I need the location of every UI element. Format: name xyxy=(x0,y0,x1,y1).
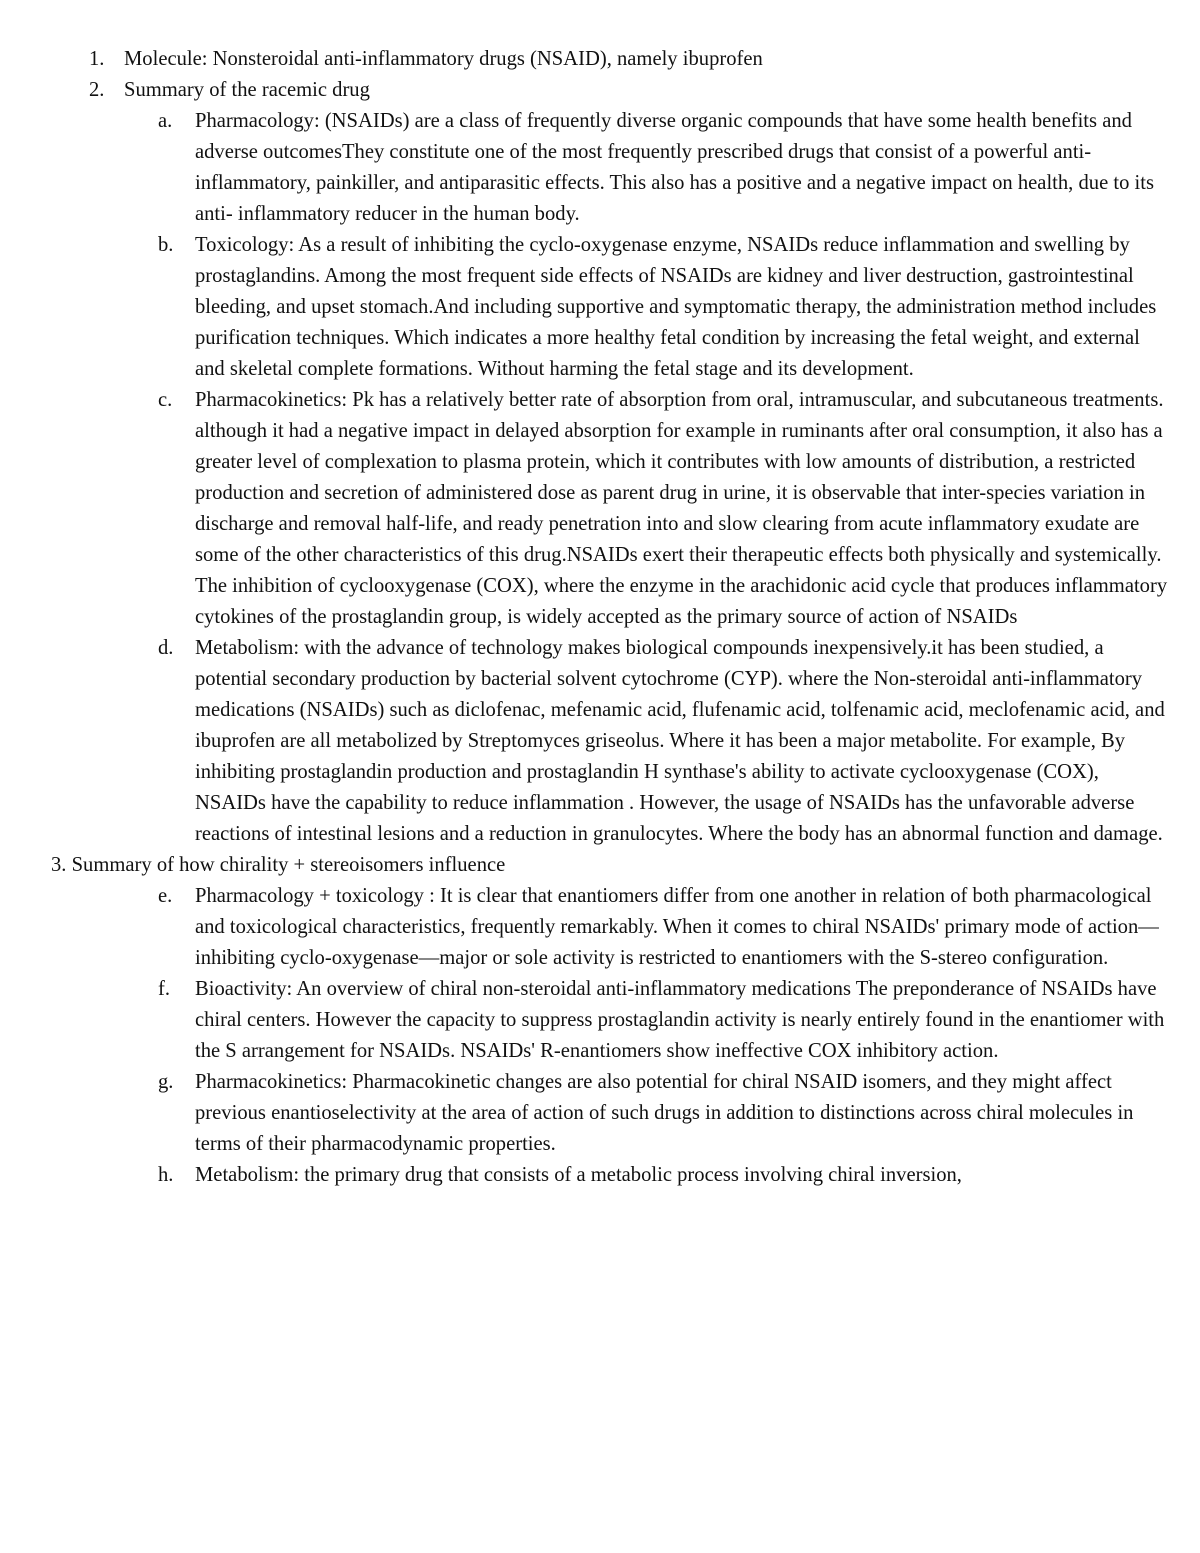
list-item-1 xyxy=(0,44,1200,75)
sub-text: Pharmacology: (NSAIDs) are a class of frequently diverse organic compounds that have some health benefits and adverse outcomesThey constitute one of the most frequently prescribed drugs that consist of a powerful anti-inflammatory, painkiller, and antiparasitic effects. This also has a positive and a negative impact on health, due to its anti- inflammatory reducer in the human body. xyxy=(195,110,1154,225)
sub-letter: f. xyxy=(158,978,171,1000)
sub-letter: d. xyxy=(158,637,174,659)
list-number: 2. xyxy=(89,79,105,101)
sub-letter: b. xyxy=(158,234,174,256)
list-text: Molecule: Nonsteroidal anti-inflammatory drugs (NSAID), namely ibuprofen xyxy=(124,48,763,70)
sub-letter: a. xyxy=(158,110,173,132)
sub-item-b xyxy=(0,230,1200,385)
document-page xyxy=(0,44,1200,1191)
sub-letter: c. xyxy=(158,389,173,411)
list-item-2 xyxy=(0,75,1200,106)
list-number: 1. xyxy=(89,48,105,70)
sub-item-d xyxy=(0,633,1200,850)
sub-text: Bioactivity: An overview of chiral non-steroidal anti-inflammatory medications The preponderance of NSAIDs have chiral centers. However the capacity to suppress prostaglandin activity is nearly entirely found in the enantiomer with the S arrangement for NSAIDs. NSAIDs' R-enantiomers show ineffective COX inhibitory action. xyxy=(195,978,1165,1062)
list-text: Summary of the racemic drug xyxy=(124,79,370,101)
sub-item-c xyxy=(0,385,1200,633)
sub-item-f xyxy=(0,974,1200,1067)
sub-text: Pharmacology + toxicology : It is clear that enantiomers differ from one another in relation of both pharmacological and toxicological characteristics, frequently remarkably. When it comes to chiral NSAIDs' primary mode of action—inhibiting cyclo-oxygenase—major or sole activity is restricted to enantiomers with the S-stereo configuration. xyxy=(195,885,1159,969)
sub-text: Pharmacokinetics: Pharmacokinetic changes are also potential for chiral NSAID isomers, and they might affect previous enantioselectivity at the area of action of such drugs in addition to distinctions across chiral molecules in terms of their pharmacodynamic properties. xyxy=(195,1071,1134,1155)
sub-text: Metabolism: with the advance of technology makes biological compounds inexpensively.it has been studied, a potential secondary production by bacterial solvent cytochrome (CYP). where the Non-steroidal anti-inflammatory medications (NSAIDs) such as diclofenac, mefenamic acid, flufenamic acid, tolfenamic acid, meclofenamic acid, and ibuprofen are all metabolized by Streptomyces griseolus. Where it has been a major metabolite. For example, By inhibiting prostaglandin production and prostaglandin H synthase's ability to activate cyclooxygenase (COX), NSAIDs have the capability to reduce inflammation . However, the usage of NSAIDs has the unfavorable adverse reactions of intestinal lesions and a reduction in granulocytes. Where the body has an abnormal function and damage. xyxy=(195,637,1165,845)
sub-text: Toxicology: As a result of inhibiting the cyclo-oxygenase enzyme, NSAIDs reduce inflammation and swelling by prostaglandins. Among the most frequent side effects of NSAIDs are kidney and liver destruction, gastrointestinal bleeding, and upset stomach.And including supportive and symptomatic therapy, the administration method includes purification techniques. Which indicates a more healthy fetal condition by increasing the fetal weight, and external and skeletal complete formations. Without harming the fetal stage and its development. xyxy=(195,234,1157,380)
section-heading-3 xyxy=(0,850,1200,881)
sub-text: Metabolism: the primary drug that consists of a metabolic process involving chiral inversion, xyxy=(195,1164,962,1186)
sub-letter: e. xyxy=(158,885,173,907)
heading-text: 3. Summary of how chirality + stereoisomers influence xyxy=(51,854,506,876)
sub-item-g xyxy=(0,1067,1200,1160)
sub-item-e xyxy=(0,881,1200,974)
sub-letter: h. xyxy=(158,1164,174,1186)
sub-item-a xyxy=(0,106,1200,230)
sub-text: Pharmacokinetics: Pk has a relatively better rate of absorption from oral, intramuscular, and subcutaneous treatments. although it had a negative impact in delayed absorption for example in ruminants after oral consumption, it also has a greater level of complexation to plasma protein, which it contributes with low amounts of distribution, a restricted production and secretion of administered dose as parent drug in urine, it is observable that inter-species variation in discharge and removal half-life, and ready penetration into and slow clearing from acute inflammatory exudate are some of the other characteristics of this drug.NSAIDs exert their therapeutic effects both physically and systemically. The inhibition of cyclooxygenase (COX), where the enzyme in the arachidonic acid cycle that produces inflammatory cytokines of the prostaglandin group, is widely accepted as the primary source of action of NSAIDs xyxy=(195,389,1168,628)
sub-item-h xyxy=(0,1160,1200,1191)
sub-letter: g. xyxy=(158,1071,174,1093)
